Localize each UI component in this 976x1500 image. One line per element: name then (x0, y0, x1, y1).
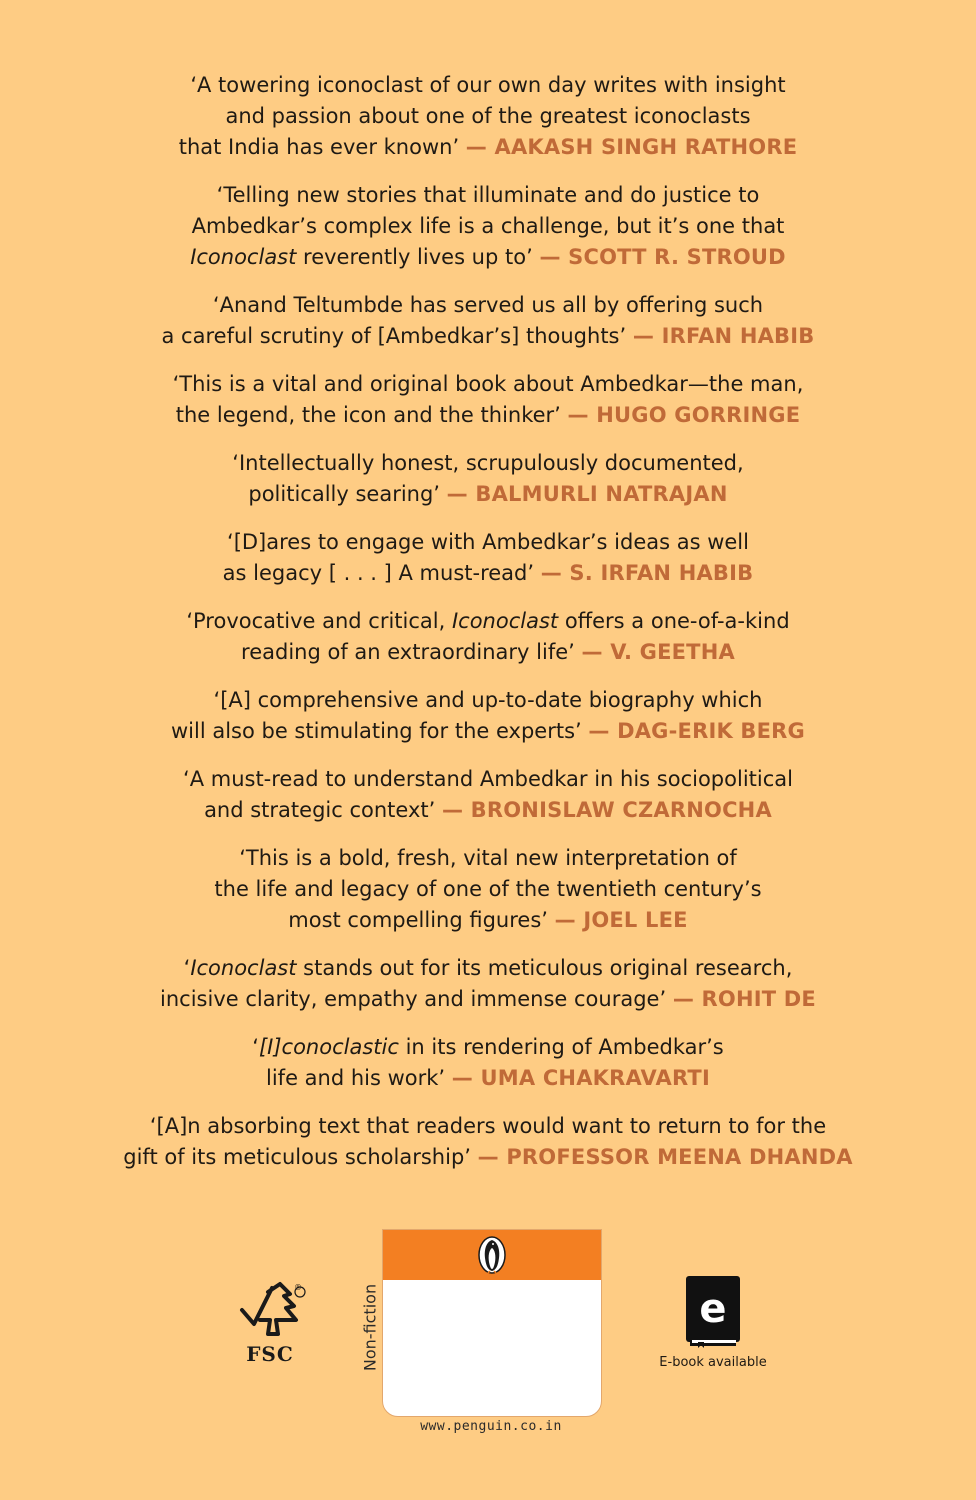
blurb-line: a careful scrutiny of [Ambedkar’s] thoughts’ (161, 324, 633, 348)
blurb-line: in its rendering of Ambedkar’s (398, 1035, 724, 1059)
blurb-line: most compelling figures’ (288, 908, 555, 932)
blurb-gorringe (0, 369, 976, 431)
blurb-attribution: — BALMURLI NATRAJAN (446, 482, 728, 506)
ebook-icon (684, 1274, 742, 1352)
blurb-line: that India has ever known’ (178, 135, 466, 159)
book-title-italic: [I]conoclastic (258, 1035, 399, 1059)
blurb-line: gift of its meticulous scholarship’ (123, 1145, 478, 1169)
fsc-label: FSC (246, 1342, 294, 1366)
blurb-line: as legacy [ . . . ] A must-read’ (222, 561, 541, 585)
blurb-attribution: — UMA CHAKRAVARTI (451, 1066, 710, 1090)
blurb-czarnocha (0, 764, 976, 826)
blurb-attribution: — HUGO GORRINGE (567, 403, 801, 427)
blurb-irfan-habib (0, 290, 976, 352)
blurb-line: ‘Anand Teltumbde has served us all by offering such (212, 293, 764, 317)
blurb-line: incisive clarity, empathy and immense courage’ (160, 987, 673, 1011)
blurb-rathore (0, 70, 976, 163)
book-title-italic: Iconoclast (190, 956, 297, 980)
blurb-s-irfan-habib (0, 527, 976, 589)
blurb-attribution: — S. IRFAN HABIB (540, 561, 754, 585)
blurb-line: and passion about one of the greatest iconoclasts (225, 104, 751, 128)
blurb-line: reverently lives up to’ (296, 245, 540, 269)
publisher-url[interactable]: www.penguin.co.in (420, 1419, 562, 1434)
blurb-attribution: — BRONISLAW CZARNOCHA (441, 798, 772, 822)
blurb-attribution: — ROHIT DE (672, 987, 816, 1011)
blurb-dhanda (0, 1111, 976, 1173)
blurb-line: ‘This is a bold, fresh, vital new interpretation of (239, 846, 737, 870)
blurb-line: offers a one-of-a-kind (558, 609, 790, 633)
blurb-line: ‘This is a vital and original book about Ambedkar—the man, (172, 372, 804, 396)
penguin-icon (478, 1236, 506, 1274)
blurb-attribution: — V. GEETHA (581, 640, 735, 664)
blurb-stroud (0, 180, 976, 273)
blurb-line: ‘ (183, 956, 191, 980)
blurb-line: ‘A must-read to understand Ambedkar in his sociopolitical (183, 767, 793, 791)
book-title-italic: Iconoclast (190, 245, 297, 269)
blurb-line: ‘Provocative and critical, (186, 609, 452, 633)
blurb-de (0, 953, 976, 1015)
ebook-label: E-book available (659, 1355, 767, 1370)
blurb-line: stands out for its meticulous original research, (296, 956, 793, 980)
blurb-line: and strategic context’ (204, 798, 442, 822)
book-title-italic: Iconoclast (451, 609, 559, 633)
blurb-line: life and his work’ (266, 1066, 452, 1090)
registered-mark: ® (294, 1283, 302, 1292)
blurb-geetha (0, 606, 976, 668)
penguin-badge (382, 1229, 602, 1417)
blurb-attribution: — JOEL LEE (554, 908, 688, 932)
fsc-logo (228, 1280, 312, 1366)
blurb-attribution: — PROFESSOR MEENA DHANDA (477, 1145, 853, 1169)
blurb-line: ‘[A]n absorbing text that readers would want to return to for the (149, 1114, 827, 1138)
blurb-attribution: — SCOTT R. STROUD (539, 245, 786, 269)
blurb-attribution: — DAG-ERIK BERG (588, 719, 805, 743)
blurb-line: reading of an extraordinary life’ (241, 640, 582, 664)
ebook-letter: e (699, 1286, 727, 1332)
blurb-natrajan (0, 448, 976, 510)
blurb-line: Ambedkar’s complex life is a challenge, but it’s one that (191, 214, 785, 238)
blurb-lee (0, 843, 976, 936)
blurb-line: will also be stimulating for the experts’ (170, 719, 589, 743)
blurb-berg (0, 685, 976, 747)
blurb-line: ‘A towering iconoclast of our own day writes with insight (190, 73, 786, 97)
blurb-line: ‘[A] comprehensive and up-to-date biography which (213, 688, 763, 712)
blurb-line: the life and legacy of one of the twentieth century’s (214, 877, 762, 901)
blurb-chakravarti (0, 1032, 976, 1094)
blurb-attribution: — AAKASH SINGH RATHORE (465, 135, 798, 159)
blurbs-list (0, 70, 976, 1190)
blurb-line: the legend, the icon and the thinker’ (175, 403, 568, 427)
blurb-line: ‘ (252, 1035, 259, 1059)
blurb-line: ‘Telling new stories that illuminate and do justice to (216, 183, 760, 207)
category-label: Non-fiction (360, 1283, 380, 1372)
blurb-line: ‘[D]ares to engage with Ambedkar’s ideas as well (227, 530, 749, 554)
blurb-line: ‘Intellectually honest, scrupulously documented, (232, 451, 744, 475)
blurb-line: politically searing’ (248, 482, 447, 506)
blurb-attribution: — IRFAN HABIB (632, 324, 815, 348)
